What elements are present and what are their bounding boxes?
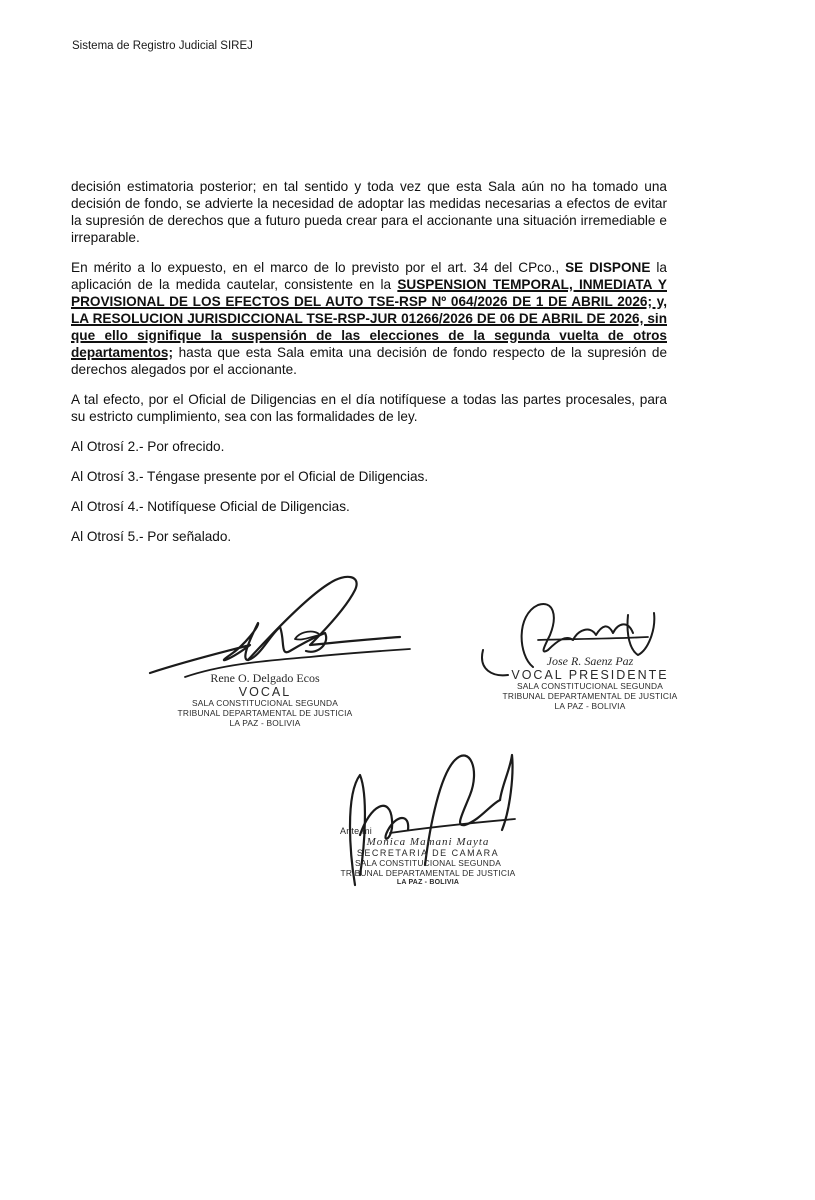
right-stamp-line-1: SALA CONSTITUCIONAL SEGUNDA — [516, 681, 664, 691]
right-stamp-line-2: TRIBUNAL DEPARTAMENTAL DE JUSTICIA — [502, 691, 678, 701]
right-signature — [490, 654, 690, 711]
resolution-body — [71, 178, 667, 558]
right-signer-role: VOCAL PRESIDENTE — [511, 668, 669, 682]
bottom-signer-name: Monica Mamani Mayta — [366, 836, 490, 848]
otrosi-2: Al Otrosí 2.- Por ofrecido. — [71, 439, 225, 454]
paragraph-2-intro: En mérito a lo expuesto, en el marco de lo previsto por el art. 34 del CPco., — [71, 260, 566, 275]
left-stamp-line-2: TRIBUNAL DEPARTAMENTAL DE JUSTICIA — [177, 708, 353, 718]
left-signature — [160, 671, 370, 728]
se-dispone-text: SE DISPONE — [565, 260, 651, 275]
otrosi-3: Al Otrosí 3.- Téngase presente por el Oficial de Diligencias. — [71, 469, 429, 484]
bottom-stamp-line-1: SALA CONSTITUCIONAL SEGUNDA — [354, 858, 502, 868]
bottom-signature — [328, 826, 528, 888]
otrosi-5: Al Otrosí 5.- Por señalado. — [71, 529, 232, 544]
paragraph-2-end: hasta que esta Sala emita una decisión de fondo respecto de la supresión de derechos alegados por el accionante. — [71, 345, 667, 377]
paragraph-2 — [71, 259, 667, 378]
suspension-order-text: SUSPENSION TEMPORAL, INMEDIATA Y PROVISIONAL DE LOS EFECTOS DEL AUTO TSE-RSP Nº 064/2026 DE 1 DE ABRIL 2026; y, LA RESOLUCION JURISDICCIONAL TSE-RSP-JUR 01266/2026 DE 06 DE ABRIL DE 2026, sin que ello signifique la suspensión de las elecciones de la segunda vuelta de otros departamentos; — [71, 277, 667, 360]
otrosi-4: Al Otrosí 4.- Notifíquese Oficial de Diligencias. — [71, 499, 350, 514]
paragraph-3: A tal efecto, por el Oficial de Diligencias en el día notifíquese a todas las partes procesales, para su estricto cumplimiento, sea con las formalidades de ley. — [71, 392, 667, 424]
bottom-stamp-line-3: LA PAZ - BOLIVIA — [396, 879, 460, 886]
ante-mi-label: Ante mi — [340, 826, 372, 836]
left-signer-name: Rene O. Delgado Ecos — [210, 671, 320, 685]
left-signer-role: VOCAL — [238, 685, 292, 699]
document-header: Sistema de Registro Judicial SIREJ — [72, 40, 253, 52]
left-stamp-line-1: SALA CONSTITUCIONAL SEGUNDA — [191, 698, 339, 708]
paragraph-2-mid: la aplicación de la medida cautelar, consistente en la — [71, 260, 667, 292]
bottom-signer-role: SECRETARIA DE CAMARA — [356, 848, 500, 858]
bottom-stamp-line-2: TRIBUNAL DEPARTAMENTAL DE JUSTICIA — [340, 868, 516, 878]
paragraph-1: decisión estimatoria posterior; en tal sentido y toda vez que esta Sala aún no ha tomado una decisión de fondo, se advierte la necesidad de adoptar las medidas necesarias a efectos de evitar la supresión de derechos que a futuro pueda crear para el accionante una situación irremediable e irreparable. — [71, 179, 667, 245]
left-stamp-line-3: LA PAZ - BOLIVIA — [229, 718, 301, 728]
right-signer-name: Jose R. Saenz Paz — [546, 654, 634, 668]
right-stamp-line-3: LA PAZ - BOLIVIA — [554, 701, 626, 711]
